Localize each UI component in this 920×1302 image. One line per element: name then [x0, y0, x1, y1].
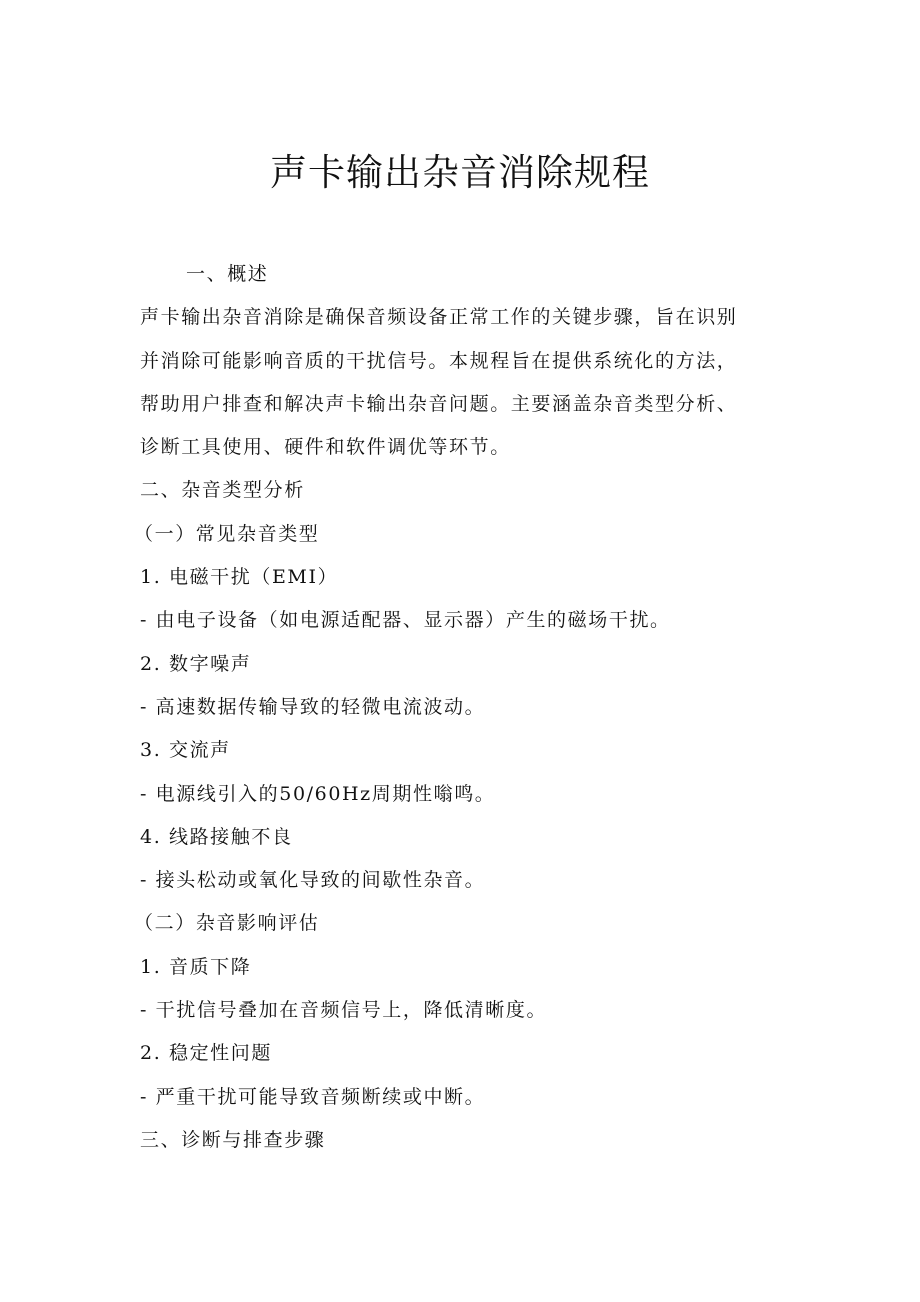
list-item-heading: 3. 交流声 [140, 739, 231, 762]
paragraph-line: 诊断工具使用、硬件和软件调优等环节。 [140, 436, 511, 459]
list-item-detail: - 高速数据传输导致的轻微电流波动。 [140, 695, 486, 718]
list-item-detail: - 由电子设备（如电源适配器、显示器）产生的磁场干扰。 [140, 609, 671, 632]
section-heading-overview: 一、概述 [186, 263, 269, 285]
subsection-heading-common-noise: （一）常见杂音类型 [134, 522, 320, 545]
list-item-detail: - 严重干扰可能导致音频断续或中断。 [140, 1085, 486, 1108]
list-item-heading: 1. 电磁干扰（EMI） [140, 566, 339, 589]
list-item-detail: - 电源线引入的50/60Hz周期性嗡鸣。 [140, 782, 496, 805]
list-item-heading: 1. 音质下降 [140, 955, 252, 978]
list-item-detail: - 干扰信号叠加在音频信号上，降低清晰度。 [140, 999, 548, 1022]
paragraph-line: 帮助用户排查和解决声卡输出杂音问题。主要涵盖杂音类型分析、 [140, 392, 738, 415]
section-heading-diagnosis: 三、诊断与排查步骤 [140, 1128, 326, 1151]
paragraph-line: 并消除可能影响音质的干扰信号。本规程旨在提供系统化的方法， [140, 349, 738, 372]
list-item-heading: 4. 线路接触不良 [140, 825, 293, 848]
list-item-heading: 2. 数字噪声 [140, 652, 252, 675]
document-body [134, 253, 780, 1162]
document-title: 声卡输出杂音消除规程 [270, 151, 650, 194]
section-heading-noise-types: 二、杂音类型分析 [140, 479, 305, 502]
list-item-heading: 2. 稳定性问题 [140, 1042, 272, 1065]
subsection-heading-impact: （二）杂音影响评估 [134, 912, 320, 935]
list-item-detail: - 接头松动或氧化导致的间歇性杂音。 [140, 869, 486, 892]
paragraph-line: 声卡输出杂音消除是确保音频设备正常工作的关键步骤，旨在识别 [140, 306, 738, 329]
